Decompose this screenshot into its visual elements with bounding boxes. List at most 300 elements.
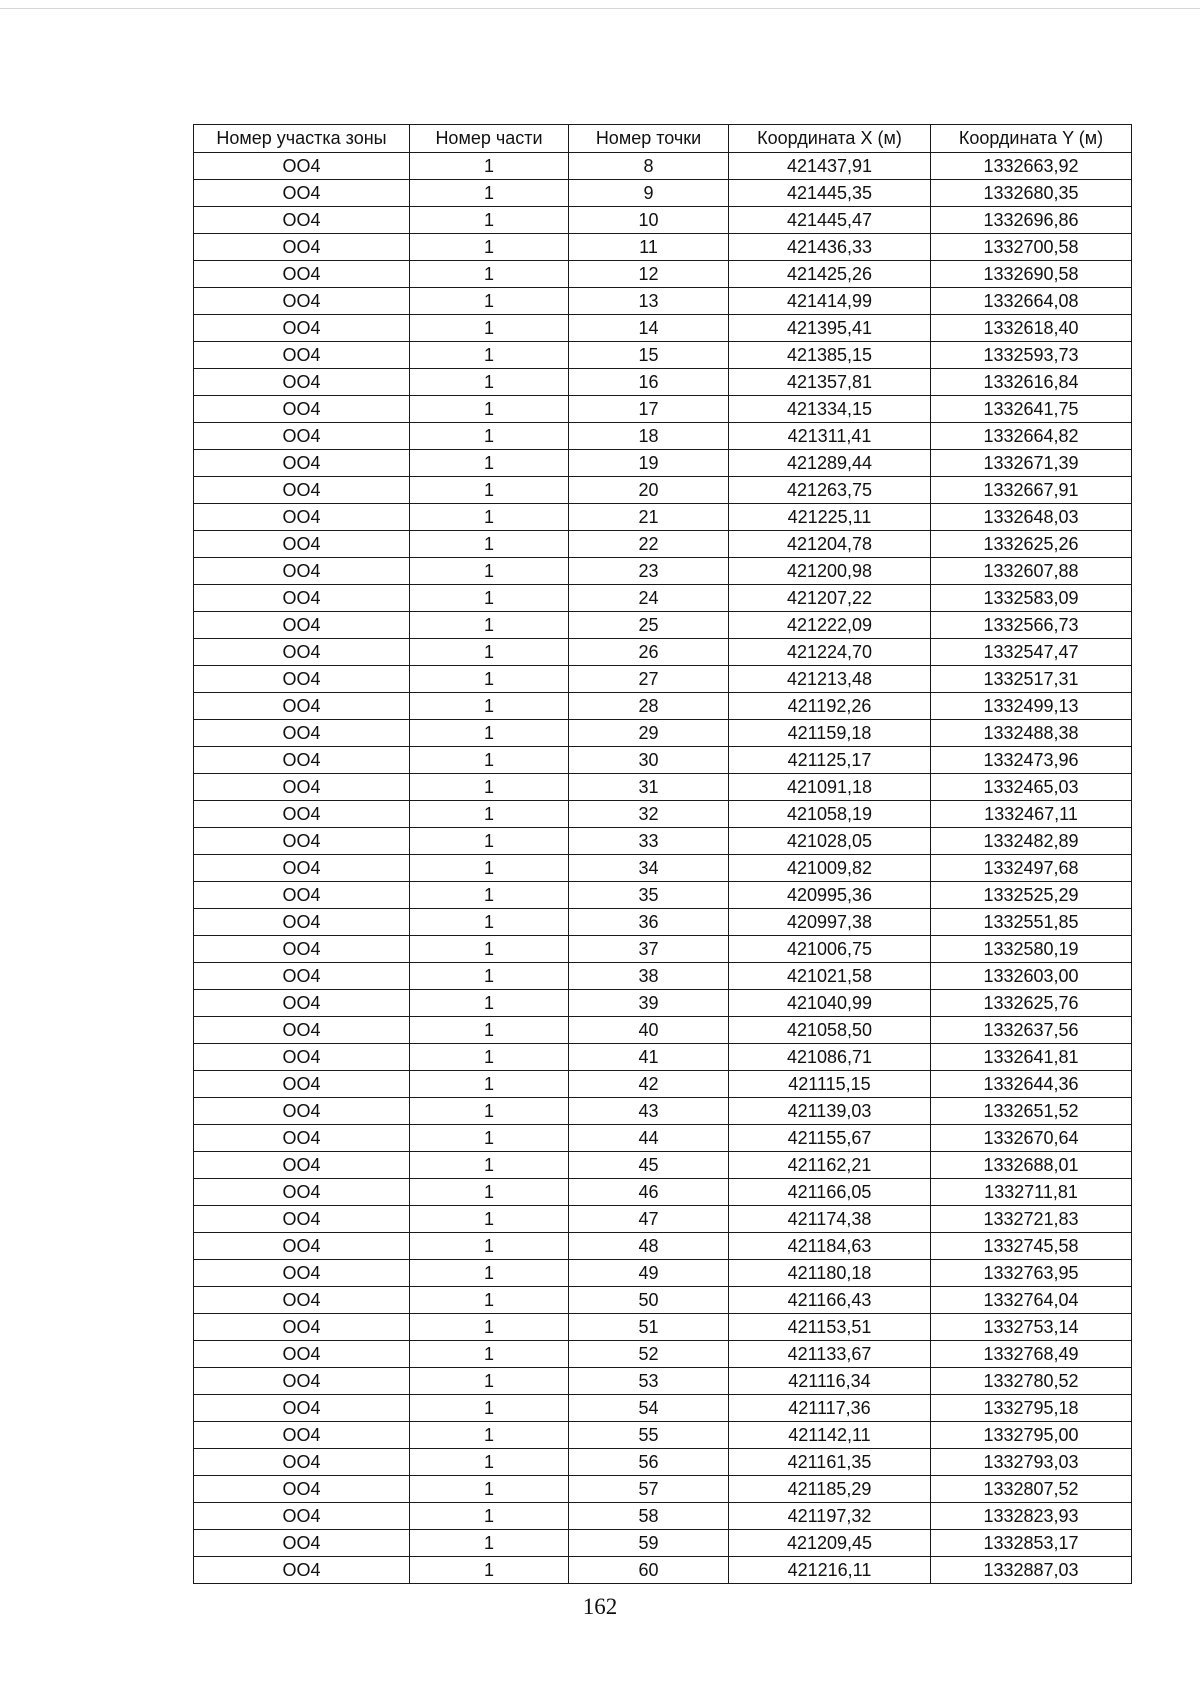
part-number-cell: 1 — [410, 585, 569, 612]
coordinate-x-cell: 421162,21 — [729, 1152, 931, 1179]
zone-plot-cell: ОО4 — [194, 828, 410, 855]
part-number-cell: 1 — [410, 1449, 569, 1476]
part-number-cell: 1 — [410, 180, 569, 207]
table-row — [194, 693, 1132, 720]
coordinate-x-cell: 421159,18 — [729, 720, 931, 747]
point-number-cell: 37 — [569, 936, 729, 963]
point-number-cell: 44 — [569, 1125, 729, 1152]
part-number-cell: 1 — [410, 1017, 569, 1044]
part-number-cell: 1 — [410, 828, 569, 855]
coordinate-x-cell: 421197,32 — [729, 1503, 931, 1530]
part-number-cell: 1 — [410, 612, 569, 639]
coordinate-y-cell: 1332648,03 — [931, 504, 1132, 531]
point-number-cell: 29 — [569, 720, 729, 747]
zone-plot-cell: ОО4 — [194, 1179, 410, 1206]
coordinate-x-cell: 421117,36 — [729, 1395, 931, 1422]
part-number-cell: 1 — [410, 207, 569, 234]
part-number-cell: 1 — [410, 342, 569, 369]
coordinate-x-cell: 421116,34 — [729, 1368, 931, 1395]
coordinate-x-cell: 421009,82 — [729, 855, 931, 882]
part-number-cell: 1 — [410, 801, 569, 828]
table-row — [194, 612, 1132, 639]
header-zone-plot-number: Номер участка зоны — [194, 125, 410, 153]
zone-plot-cell: ОО4 — [194, 774, 410, 801]
coordinate-y-cell: 1332641,81 — [931, 1044, 1132, 1071]
point-number-cell: 28 — [569, 693, 729, 720]
coordinate-y-cell: 1332823,93 — [931, 1503, 1132, 1530]
part-number-cell: 1 — [410, 855, 569, 882]
part-number-cell: 1 — [410, 1071, 569, 1098]
coordinate-x-cell: 421437,91 — [729, 153, 931, 180]
coordinate-x-cell: 421006,75 — [729, 936, 931, 963]
part-number-cell: 1 — [410, 450, 569, 477]
coordinate-x-cell: 421166,43 — [729, 1287, 931, 1314]
table-row — [194, 1071, 1132, 1098]
zone-plot-cell: ОО4 — [194, 720, 410, 747]
point-number-cell: 49 — [569, 1260, 729, 1287]
zone-plot-cell: ОО4 — [194, 666, 410, 693]
coordinate-y-cell: 1332664,82 — [931, 423, 1132, 450]
table-row — [194, 990, 1132, 1017]
table-row — [194, 1017, 1132, 1044]
part-number-cell: 1 — [410, 531, 569, 558]
point-number-cell: 52 — [569, 1341, 729, 1368]
part-number-cell: 1 — [410, 315, 569, 342]
coordinate-x-cell: 421224,70 — [729, 639, 931, 666]
part-number-cell: 1 — [410, 1314, 569, 1341]
point-number-cell: 16 — [569, 369, 729, 396]
coordinate-y-cell: 1332637,56 — [931, 1017, 1132, 1044]
coordinate-y-cell: 1332603,00 — [931, 963, 1132, 990]
point-number-cell: 27 — [569, 666, 729, 693]
table-body — [194, 153, 1132, 1584]
coordinate-y-cell: 1332768,49 — [931, 1341, 1132, 1368]
point-number-cell: 9 — [569, 180, 729, 207]
point-number-cell: 58 — [569, 1503, 729, 1530]
zone-plot-cell: ОО4 — [194, 1395, 410, 1422]
point-number-cell: 20 — [569, 477, 729, 504]
coordinate-x-cell: 421161,35 — [729, 1449, 931, 1476]
coordinate-y-cell: 1332465,03 — [931, 774, 1132, 801]
part-number-cell: 1 — [410, 774, 569, 801]
zone-plot-cell: ОО4 — [194, 342, 410, 369]
coordinate-y-cell: 1332488,38 — [931, 720, 1132, 747]
point-number-cell: 39 — [569, 990, 729, 1017]
zone-plot-cell: ОО4 — [194, 801, 410, 828]
point-number-cell: 19 — [569, 450, 729, 477]
table-row — [194, 1449, 1132, 1476]
coordinate-x-cell: 421155,67 — [729, 1125, 931, 1152]
coordinate-y-cell: 1332625,26 — [931, 531, 1132, 558]
coordinate-y-cell: 1332690,58 — [931, 261, 1132, 288]
coordinate-y-cell: 1332580,19 — [931, 936, 1132, 963]
point-number-cell: 36 — [569, 909, 729, 936]
point-number-cell: 13 — [569, 288, 729, 315]
part-number-cell: 1 — [410, 1368, 569, 1395]
coordinate-y-cell: 1332763,95 — [931, 1260, 1132, 1287]
point-number-cell: 41 — [569, 1044, 729, 1071]
coordinate-y-cell: 1332625,76 — [931, 990, 1132, 1017]
zone-plot-cell: ОО4 — [194, 882, 410, 909]
table-row — [194, 396, 1132, 423]
coordinate-y-cell: 1332583,09 — [931, 585, 1132, 612]
coordinate-y-cell: 1332482,89 — [931, 828, 1132, 855]
table-row — [194, 1368, 1132, 1395]
coordinate-x-cell: 421213,48 — [729, 666, 931, 693]
part-number-cell: 1 — [410, 1287, 569, 1314]
zone-plot-cell: ОО4 — [194, 1044, 410, 1071]
part-number-cell: 1 — [410, 153, 569, 180]
coordinate-x-cell: 421180,18 — [729, 1260, 931, 1287]
coordinate-x-cell: 421263,75 — [729, 477, 931, 504]
coordinate-y-cell: 1332700,58 — [931, 234, 1132, 261]
coordinate-x-cell: 421040,99 — [729, 990, 931, 1017]
point-number-cell: 8 — [569, 153, 729, 180]
table-row — [194, 1044, 1132, 1071]
table-header-row — [194, 125, 1132, 153]
table-row — [194, 450, 1132, 477]
coordinate-y-cell: 1332473,96 — [931, 747, 1132, 774]
coordinate-y-cell: 1332696,86 — [931, 207, 1132, 234]
part-number-cell: 1 — [410, 1530, 569, 1557]
coordinate-x-cell: 421445,35 — [729, 180, 931, 207]
coordinate-y-cell: 1332641,75 — [931, 396, 1132, 423]
zone-plot-cell: ОО4 — [194, 1287, 410, 1314]
page-number: 162 — [582, 1594, 618, 1619]
part-number-cell: 1 — [410, 1098, 569, 1125]
table-row — [194, 774, 1132, 801]
zone-plot-cell: ОО4 — [194, 1341, 410, 1368]
table-row — [194, 1260, 1132, 1287]
point-number-cell: 51 — [569, 1314, 729, 1341]
zone-plot-cell: ОО4 — [194, 1125, 410, 1152]
zone-plot-cell: ОО4 — [194, 315, 410, 342]
part-number-cell: 1 — [410, 1476, 569, 1503]
part-number-cell: 1 — [410, 882, 569, 909]
point-number-cell: 11 — [569, 234, 729, 261]
coordinate-y-cell: 1332667,91 — [931, 477, 1132, 504]
table-row — [194, 180, 1132, 207]
coordinate-x-cell: 421086,71 — [729, 1044, 931, 1071]
point-number-cell: 57 — [569, 1476, 729, 1503]
coordinate-x-cell: 421058,50 — [729, 1017, 931, 1044]
point-number-cell: 40 — [569, 1017, 729, 1044]
zone-plot-cell: ОО4 — [194, 1098, 410, 1125]
zone-plot-cell: ОО4 — [194, 1314, 410, 1341]
coordinate-x-cell: 421125,17 — [729, 747, 931, 774]
table-row — [194, 1287, 1132, 1314]
table-row — [194, 234, 1132, 261]
table-row — [194, 1422, 1132, 1449]
coordinate-x-cell: 421091,18 — [729, 774, 931, 801]
point-number-cell: 53 — [569, 1368, 729, 1395]
zone-plot-cell: ОО4 — [194, 153, 410, 180]
part-number-cell: 1 — [410, 396, 569, 423]
table-row — [194, 747, 1132, 774]
coordinate-y-cell: 1332795,00 — [931, 1422, 1132, 1449]
coordinate-x-cell: 421207,22 — [729, 585, 931, 612]
coordinate-x-cell: 421289,44 — [729, 450, 931, 477]
table-row — [194, 1557, 1132, 1584]
coordinate-x-cell: 421142,11 — [729, 1422, 931, 1449]
zone-plot-cell: ОО4 — [194, 1017, 410, 1044]
part-number-cell: 1 — [410, 1152, 569, 1179]
table-row — [194, 477, 1132, 504]
header-coordinate-x: Координата X (м) — [729, 125, 931, 153]
point-number-cell: 32 — [569, 801, 729, 828]
point-number-cell: 10 — [569, 207, 729, 234]
point-number-cell: 30 — [569, 747, 729, 774]
coordinate-x-cell: 421028,05 — [729, 828, 931, 855]
zone-plot-cell: ОО4 — [194, 1476, 410, 1503]
part-number-cell: 1 — [410, 1179, 569, 1206]
point-number-cell: 21 — [569, 504, 729, 531]
coordinate-x-cell: 421311,41 — [729, 423, 931, 450]
table-row — [194, 882, 1132, 909]
table-row — [194, 423, 1132, 450]
point-number-cell: 46 — [569, 1179, 729, 1206]
zone-plot-cell: ОО4 — [194, 585, 410, 612]
table-row — [194, 504, 1132, 531]
point-number-cell: 14 — [569, 315, 729, 342]
header-coordinate-y: Координата Y (м) — [931, 125, 1132, 153]
coordinate-y-cell: 1332711,81 — [931, 1179, 1132, 1206]
coordinate-x-cell: 421216,11 — [729, 1557, 931, 1584]
coordinate-y-cell: 1332793,03 — [931, 1449, 1132, 1476]
coordinate-x-cell: 421058,19 — [729, 801, 931, 828]
table-row — [194, 1341, 1132, 1368]
part-number-cell: 1 — [410, 288, 569, 315]
point-number-cell: 47 — [569, 1206, 729, 1233]
table-row — [194, 342, 1132, 369]
coordinate-y-cell: 1332547,47 — [931, 639, 1132, 666]
point-number-cell: 42 — [569, 1071, 729, 1098]
zone-plot-cell: ОО4 — [194, 1503, 410, 1530]
zone-plot-cell: ОО4 — [194, 288, 410, 315]
zone-plot-cell: ОО4 — [194, 1152, 410, 1179]
part-number-cell: 1 — [410, 1395, 569, 1422]
coordinate-y-cell: 1332551,85 — [931, 909, 1132, 936]
point-number-cell: 24 — [569, 585, 729, 612]
coordinate-y-cell: 1332688,01 — [931, 1152, 1132, 1179]
coordinate-y-cell: 1332499,13 — [931, 693, 1132, 720]
part-number-cell: 1 — [410, 423, 569, 450]
coordinate-y-cell: 1332644,36 — [931, 1071, 1132, 1098]
coordinate-y-cell: 1332618,40 — [931, 315, 1132, 342]
point-number-cell: 56 — [569, 1449, 729, 1476]
table-row — [194, 1476, 1132, 1503]
table-row — [194, 801, 1132, 828]
part-number-cell: 1 — [410, 1125, 569, 1152]
coordinate-x-cell: 421115,15 — [729, 1071, 931, 1098]
zone-plot-cell: ОО4 — [194, 558, 410, 585]
coordinate-y-cell: 1332680,35 — [931, 180, 1132, 207]
zone-plot-cell: ОО4 — [194, 1557, 410, 1584]
zone-plot-cell: ОО4 — [194, 531, 410, 558]
coordinate-x-cell: 421334,15 — [729, 396, 931, 423]
part-number-cell: 1 — [410, 1557, 569, 1584]
point-number-cell: 15 — [569, 342, 729, 369]
table-row — [194, 1530, 1132, 1557]
coordinate-y-cell: 1332764,04 — [931, 1287, 1132, 1314]
table-row — [194, 369, 1132, 396]
zone-plot-cell: ОО4 — [194, 639, 410, 666]
point-number-cell: 50 — [569, 1287, 729, 1314]
header-point-number: Номер точки — [569, 125, 729, 153]
coordinate-y-cell: 1332807,52 — [931, 1476, 1132, 1503]
coordinate-x-cell: 421021,58 — [729, 963, 931, 990]
zone-plot-cell: ОО4 — [194, 747, 410, 774]
part-number-cell: 1 — [410, 504, 569, 531]
zone-plot-cell: ОО4 — [194, 261, 410, 288]
zone-plot-cell: ОО4 — [194, 396, 410, 423]
point-number-cell: 55 — [569, 1422, 729, 1449]
table-row — [194, 963, 1132, 990]
coordinate-x-cell: 421166,05 — [729, 1179, 931, 1206]
point-number-cell: 60 — [569, 1557, 729, 1584]
coordinate-x-cell: 421425,26 — [729, 261, 931, 288]
coordinate-y-cell: 1332616,84 — [931, 369, 1132, 396]
point-number-cell: 54 — [569, 1395, 729, 1422]
coordinate-y-cell: 1332670,64 — [931, 1125, 1132, 1152]
point-number-cell: 45 — [569, 1152, 729, 1179]
point-number-cell: 31 — [569, 774, 729, 801]
zone-plot-cell: ОО4 — [194, 423, 410, 450]
point-number-cell: 22 — [569, 531, 729, 558]
zone-plot-cell: ОО4 — [194, 936, 410, 963]
part-number-cell: 1 — [410, 1044, 569, 1071]
table-row — [194, 1152, 1132, 1179]
zone-plot-cell: ОО4 — [194, 477, 410, 504]
point-number-cell: 23 — [569, 558, 729, 585]
part-number-cell: 1 — [410, 1233, 569, 1260]
coordinate-y-cell: 1332593,73 — [931, 342, 1132, 369]
point-number-cell: 26 — [569, 639, 729, 666]
point-number-cell: 43 — [569, 1098, 729, 1125]
table-row — [194, 1206, 1132, 1233]
zone-plot-cell: ОО4 — [194, 1206, 410, 1233]
point-number-cell: 35 — [569, 882, 729, 909]
table-row — [194, 261, 1132, 288]
part-number-cell: 1 — [410, 990, 569, 1017]
coordinate-y-cell: 1332525,29 — [931, 882, 1132, 909]
header-part-number: Номер части — [410, 125, 569, 153]
coordinate-y-cell: 1332663,92 — [931, 153, 1132, 180]
part-number-cell: 1 — [410, 558, 569, 585]
coordinate-x-cell: 421225,11 — [729, 504, 931, 531]
point-number-cell: 38 — [569, 963, 729, 990]
coordinate-y-cell: 1332853,17 — [931, 1530, 1132, 1557]
point-number-cell: 59 — [569, 1530, 729, 1557]
table-row — [194, 828, 1132, 855]
coordinate-y-cell: 1332607,88 — [931, 558, 1132, 585]
part-number-cell: 1 — [410, 747, 569, 774]
part-number-cell: 1 — [410, 720, 569, 747]
table-row — [194, 288, 1132, 315]
coordinate-x-cell: 421174,38 — [729, 1206, 931, 1233]
table-row — [194, 1233, 1132, 1260]
table-row — [194, 936, 1132, 963]
zone-plot-cell: ОО4 — [194, 612, 410, 639]
point-number-cell: 18 — [569, 423, 729, 450]
zone-plot-cell: ОО4 — [194, 909, 410, 936]
coordinate-x-cell: 421192,26 — [729, 693, 931, 720]
zone-plot-cell: ОО4 — [194, 180, 410, 207]
coordinate-y-cell: 1332517,31 — [931, 666, 1132, 693]
zone-plot-cell: ОО4 — [194, 234, 410, 261]
part-number-cell: 1 — [410, 1503, 569, 1530]
table-row — [194, 558, 1132, 585]
part-number-cell: 1 — [410, 234, 569, 261]
table-row — [194, 1125, 1132, 1152]
part-number-cell: 1 — [410, 1260, 569, 1287]
table-row — [194, 207, 1132, 234]
zone-plot-cell: ОО4 — [194, 855, 410, 882]
table-row — [194, 855, 1132, 882]
coordinate-x-cell: 421153,51 — [729, 1314, 931, 1341]
coordinate-x-cell: 421204,78 — [729, 531, 931, 558]
coordinate-x-cell: 421184,63 — [729, 1233, 931, 1260]
zone-plot-cell: ОО4 — [194, 450, 410, 477]
coordinate-x-cell: 421222,09 — [729, 612, 931, 639]
table-row — [194, 720, 1132, 747]
table-row — [194, 585, 1132, 612]
point-number-cell: 17 — [569, 396, 729, 423]
coordinate-y-cell: 1332651,52 — [931, 1098, 1132, 1125]
coordinate-y-cell: 1332497,68 — [931, 855, 1132, 882]
coordinate-y-cell: 1332887,03 — [931, 1557, 1132, 1584]
table-row — [194, 531, 1132, 558]
coordinate-y-cell: 1332664,08 — [931, 288, 1132, 315]
part-number-cell: 1 — [410, 666, 569, 693]
coordinate-y-cell: 1332795,18 — [931, 1395, 1132, 1422]
coordinate-x-cell: 421133,67 — [729, 1341, 931, 1368]
coordinate-x-cell: 421185,29 — [729, 1476, 931, 1503]
coordinate-y-cell: 1332467,11 — [931, 801, 1132, 828]
part-number-cell: 1 — [410, 936, 569, 963]
zone-plot-cell: ОО4 — [194, 504, 410, 531]
zone-plot-cell: ОО4 — [194, 990, 410, 1017]
part-number-cell: 1 — [410, 1206, 569, 1233]
zone-plot-cell: ОО4 — [194, 1449, 410, 1476]
coordinate-x-cell: 421209,45 — [729, 1530, 931, 1557]
zone-plot-cell: ОО4 — [194, 963, 410, 990]
table-row — [194, 1395, 1132, 1422]
part-number-cell: 1 — [410, 639, 569, 666]
point-number-cell: 25 — [569, 612, 729, 639]
part-number-cell: 1 — [410, 963, 569, 990]
coordinate-x-cell: 421357,81 — [729, 369, 931, 396]
part-number-cell: 1 — [410, 369, 569, 396]
coordinate-x-cell: 421200,98 — [729, 558, 931, 585]
part-number-cell: 1 — [410, 1341, 569, 1368]
coordinate-y-cell: 1332753,14 — [931, 1314, 1132, 1341]
zone-plot-cell: ОО4 — [194, 1071, 410, 1098]
part-number-cell: 1 — [410, 693, 569, 720]
coordinate-y-cell: 1332671,39 — [931, 450, 1132, 477]
zone-plot-cell: ОО4 — [194, 1368, 410, 1395]
point-number-cell: 48 — [569, 1233, 729, 1260]
coordinate-y-cell: 1332745,58 — [931, 1233, 1132, 1260]
table-row — [194, 1179, 1132, 1206]
coordinate-x-cell: 421445,47 — [729, 207, 931, 234]
table-row — [194, 153, 1132, 180]
coordinate-x-cell: 420995,36 — [729, 882, 931, 909]
part-number-cell: 1 — [410, 261, 569, 288]
coordinate-x-cell: 421395,41 — [729, 315, 931, 342]
zone-plot-cell: ОО4 — [194, 1530, 410, 1557]
zone-plot-cell: ОО4 — [194, 1422, 410, 1449]
